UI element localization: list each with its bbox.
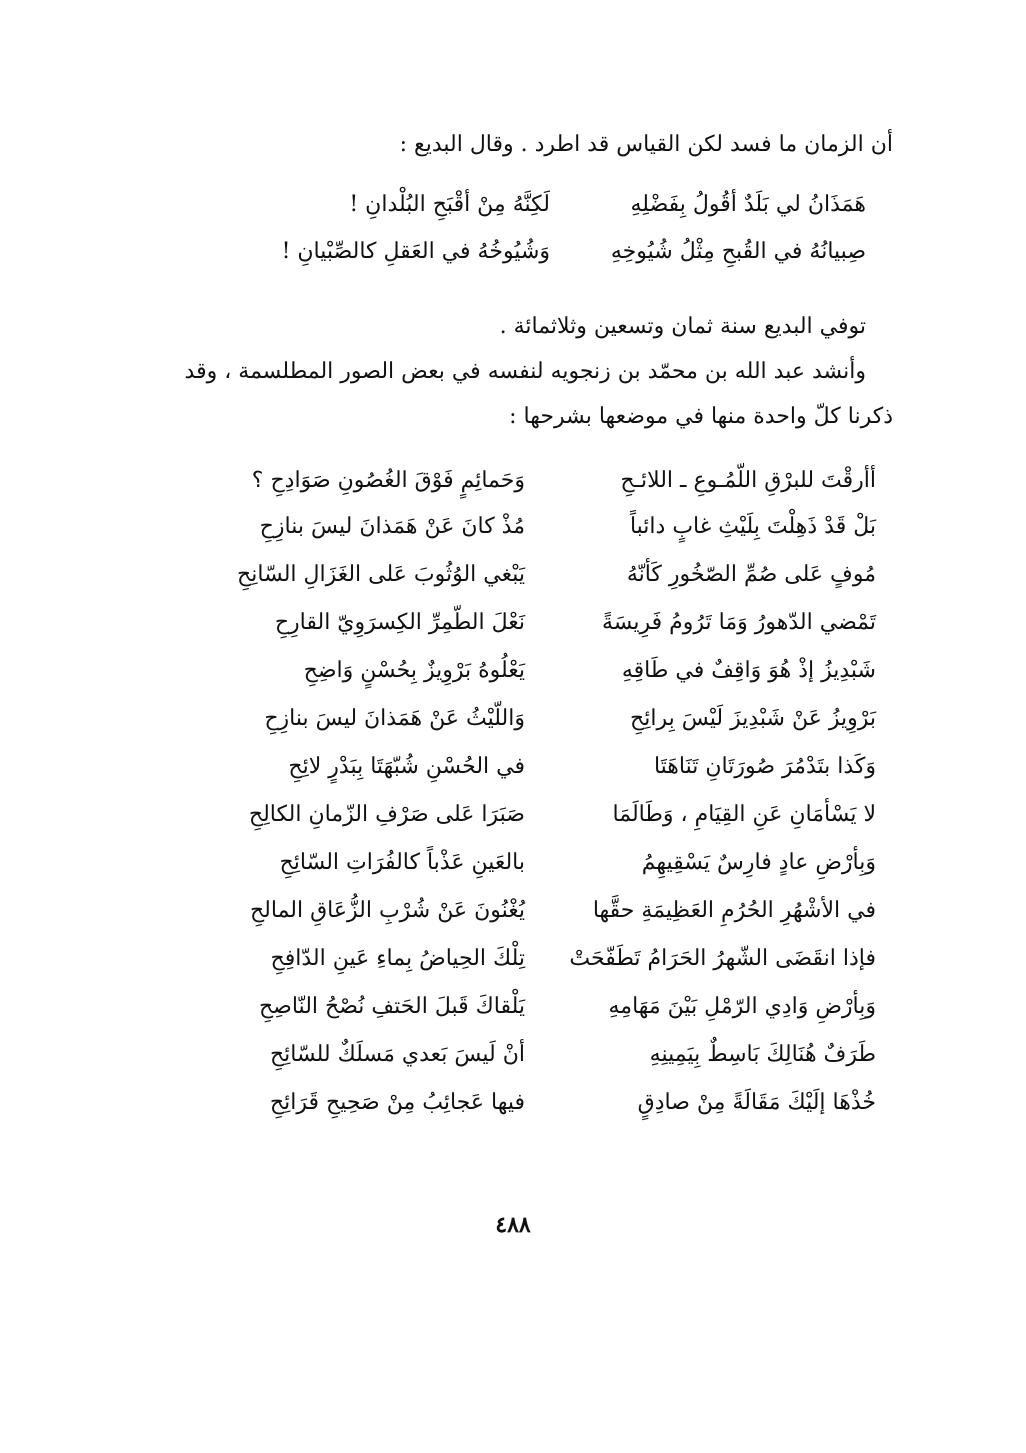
couplet-1-hemistich-right: هَمَذَانُ لي بَلَدٌ أقُولُ بِفَضْلِهِ (630, 192, 866, 217)
poem-verse-5-right: شَبْدِيزُ إذْ هُوَ وَاقِفٌ في طَاقِهِ (621, 658, 876, 683)
poem-verse-8-left: صَبَرَا عَلى صَرْفِ الزّمانِ الكالِحِ (248, 802, 525, 827)
poem-verse-13-right: طَرَفٌ هُنَالِكَ بَاسِطٌ بِيَمِينِهِ (649, 1042, 876, 1067)
poem-verse-11-left: تِلْكَ الحِياضُ بِماءِ عَينِ الدّافِحِ (270, 946, 525, 971)
prose-line-2: وأنشد عبد الله بن محمّد بن زنجويه لنفسه في بعض الصور المطلسمة ، وقد (184, 359, 866, 384)
poem-verse-8-right: لا يَسْأمَانِ عَنِ القِيَامِ ، وَطَالَمَا (612, 802, 876, 827)
couplet-2-hemistich-right: صِبيانُهُ في القُبحِ مِثْلُ شُيُوخِهِ (610, 239, 866, 264)
poem-verse-2-left: مُذْ كانَ عَنْ هَمَذانَ ليسَ بنازِحِ (259, 514, 525, 539)
poem-verse-9-left: بالعَينِ عَذْباً كالفُرَاتِ السّائِحِ (279, 850, 525, 875)
poem-verse-4-right: تَمْضي الدّهورُ وَمَا تَرُومُ فَرِيسَةً (601, 610, 876, 635)
poem-verse-13-left: أنْ لَيسَ بَعدي مَسلَكٌ للسّائِحِ (269, 1042, 525, 1067)
prose-line-3: ذكرنا كلّ واحدة منها في موضعها بشرحها : (509, 404, 893, 429)
poem-verse-3-left: يَبْغي الوُثُوبَ عَلى الغَزَالِ السّانِحِ (237, 562, 525, 587)
poem-verse-9-right: وَبِأرْضِ عادٍ فارِسٌ يَسْقِيهِمُ (641, 850, 876, 875)
prose-line-1: توفي البديع سنة ثمان وتسعين وثلاثمائة . (499, 314, 866, 339)
poem-verse-6-left: وَاللّيْثُ عَنْ هَمَذانَ ليسَ بنازِحِ (264, 706, 525, 731)
page-number: ٤٨٨ (495, 1212, 531, 1238)
poem-verse-1-right: أأرقْتَ للبرْقِ اللّمُـوعِ ـ اللائـحِ (620, 468, 876, 493)
poem-verse-12-left: يَلْقاكَ قَبلَ الحَتفِ نُصْحُ النّاصِحِ (258, 994, 525, 1019)
poem-verse-11-right: فإذا انقَضَى الشّهرُ الحَرَامُ تَطَفّحَتْ (569, 946, 876, 971)
poem-verse-12-right: وَبِأرْضِ وَادِي الرّمْلِ بَيْنَ مَهَامِهِ (608, 994, 876, 1019)
poem-verse-1-left: وَحَمائِمٍ فَوْقَ الغُصُونِ صَوَادِحِ ؟ (251, 468, 525, 493)
poem-verse-10-left: يُغْنُونَ عَنْ شُرْبِ الزُّعَاقِ المالحِ (249, 898, 525, 923)
poem-verse-10-right: في الأشْهُرِ الحُرُمِ العَظِيمَةِ حقَّها (592, 898, 876, 923)
poem-verse-2-right: بَلْ قَدْ ذَهِلْتَ بِلَيْثِ غابٍ دائباً (629, 514, 876, 539)
couplet-1-hemistich-left: لَكِنَّهُ مِنْ أقْبَحِ البُلْدانِ ! (349, 192, 550, 217)
poem-verse-5-left: يَعْلُوهُ بَرْوِيزٌ بِحُسْنٍ وَاضِحِ (303, 658, 525, 683)
poem-verse-14-right: خُذْهَا إلَيْكَ مَقَالَةً مِنْ صادِقٍ (637, 1090, 876, 1115)
poem-verse-14-left: فيها عَجائِبُ مِنْ صَحِيحِ قَرَائِحِ (269, 1090, 525, 1115)
poem-verse-4-left: نَعْلَ الطّمِرِّ الكِسرَوِيّ القارِحِ (274, 610, 525, 635)
poem-verse-7-right: وَكَذا بتَدْمُرَ صُورَتَانِ تَنَاهَتَا (653, 754, 876, 779)
poem-verse-6-right: بَرْوِيزُ عَنْ شَبْدِيزَ لَيْسَ بِرائِحِ (630, 706, 876, 731)
poem-verse-3-right: مُوفٍ عَلى صُمِّ الصّخُورِ كَأنّهُ (626, 562, 876, 587)
couplet-2-hemistich-left: وَشُيُوخُهُ في العَقلِ كالصِّبْيانِ ! (281, 239, 550, 264)
poem-verse-7-left: في الحُسْنِ شُبّهَتَا بِبَدْرٍ لائِحِ (288, 754, 525, 779)
intro-line: أن الزمان ما فسد لكن القياس قد اطرد . وقال البديع : (399, 132, 893, 157)
